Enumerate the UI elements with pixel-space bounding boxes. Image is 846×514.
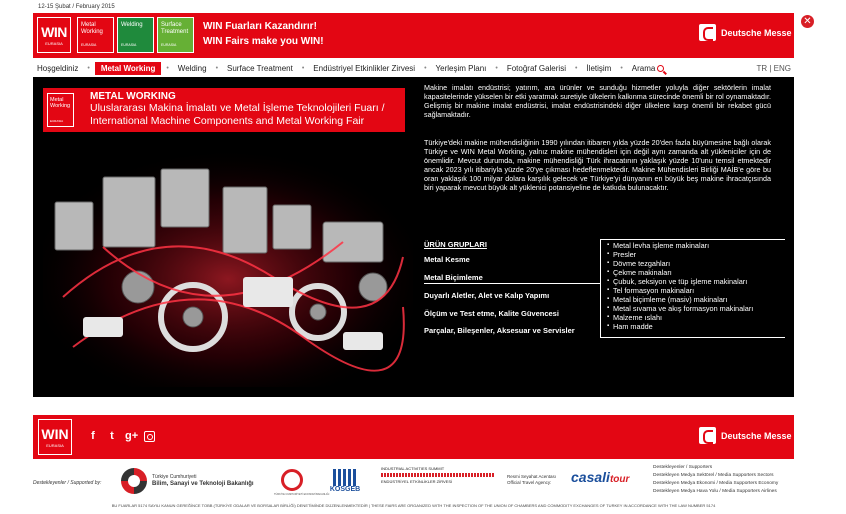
divider xyxy=(424,283,601,284)
travel-agency-label xyxy=(507,474,556,486)
tile-sub: EURASIA xyxy=(161,43,177,47)
summit-title-right: ENDÜSTRİYEL ETKİNLİKLER ZİRVESİ xyxy=(381,479,453,484)
nav-separator: • xyxy=(166,65,169,72)
nav-item-contact[interactable]: İletişim xyxy=(586,64,612,73)
supporter-line[interactable]: Destekleyen Medya Ekonomi / Media Supporters Economy xyxy=(653,481,779,486)
product-group-item[interactable]: Parçalar, Bileşenler, Aksesuar ve Servisler xyxy=(424,326,575,335)
tile-sub: EURASIA xyxy=(121,43,137,47)
deutsche-messe-icon xyxy=(699,24,716,41)
supported-by-label: Destekleyenler / Supported by: xyxy=(33,480,102,486)
economy-ministry-caption: TÜRKİYE CUMHURİYETİ EKONOMİ BAKANLIĞI xyxy=(274,493,330,496)
nav-item-hosgeldiniz[interactable]: Hoşgeldiniz xyxy=(37,64,79,73)
summit-logo[interactable] xyxy=(381,466,495,496)
subgroup-item: ▪ Dövme tezgahları xyxy=(607,259,785,268)
nav-separator: • xyxy=(215,65,219,72)
supporter-line[interactable]: Destekleyen Medya Sektörel / Media Supporters Sectors xyxy=(653,473,774,478)
travel-agency-en: Official Travel Agency: xyxy=(507,480,552,485)
product-group-item[interactable]: Ölçüm ve Test etme, Kalite Güvencesi xyxy=(424,309,559,318)
subgroup-item: ▪ Presler xyxy=(607,250,785,259)
ministry-gear-icon xyxy=(121,468,147,494)
legal-notice: BU FUARLAR 5174 SAYILI KANUN GEREĞİNCE TOBB (TÜRKİYE ODALAR VE BORSALAR BİRLİĞİ) DENETİMİNDE DÜZENLENMEKTEDİR | THESE FAIRS ARE ORGANIZED WITH THE INSPECTION OF THE UNION OF CHAMBERS AND COMMODITY EXCHANGES OF TURKEY IN ACCORDANCE WITH THE LAW NUMBER 5174 xyxy=(111,503,716,508)
deutsche-messe-logo[interactable] xyxy=(699,24,792,41)
language-switcher[interactable]: TR | ENG xyxy=(756,64,791,73)
tagline-en: WIN Fairs make you WIN! xyxy=(203,36,324,47)
kosgeb-label: KOSGEB xyxy=(329,486,361,493)
search-icon[interactable] xyxy=(657,65,664,72)
product-group-item[interactable]: Duyarlı Aletler, Alet ve Kalıp Yapımı xyxy=(424,291,550,300)
subgroup-item: ▪ Malzeme ıslahı xyxy=(607,313,785,322)
summit-bar xyxy=(381,473,495,477)
footer-banner xyxy=(33,415,794,459)
metal-working-logo xyxy=(47,93,74,127)
footer-win-logo[interactable] xyxy=(38,419,72,455)
nav-item-surface-treatment[interactable]: Surface Treatment xyxy=(227,64,293,73)
tagline xyxy=(203,19,324,49)
event-date: 12-15 Şubat / February 2015 xyxy=(38,4,115,10)
casali-tour-logo[interactable] xyxy=(571,469,629,485)
win-logo[interactable] xyxy=(37,17,71,53)
title-bar xyxy=(43,88,405,132)
subgroup-item: ▪ Metal sıvama ve akış formasyon makinaları xyxy=(607,304,785,313)
facebook-icon[interactable]: f xyxy=(91,430,95,442)
win-logo-text: WIN xyxy=(41,24,67,40)
nav-search[interactable] xyxy=(628,62,669,75)
nav-item-floor-plan[interactable]: Yerleşim Planı xyxy=(435,64,487,73)
nav-item-metal-working[interactable]: Metal Working xyxy=(95,62,162,75)
nav-item-welding[interactable]: Welding xyxy=(177,64,207,73)
casali-suffix: tour xyxy=(609,474,630,485)
tile-sub: EURASIA xyxy=(81,43,97,47)
instagram-icon[interactable] xyxy=(144,431,155,442)
logo-label: Metal Working xyxy=(50,97,71,109)
nav-item-summit[interactable]: Endüstriyel Etkinlikler Zirvesi xyxy=(313,64,416,73)
tagline-tr: WIN Fuarları Kazandırır! xyxy=(203,21,317,32)
nav-separator: • xyxy=(574,65,578,72)
machinery-illustration xyxy=(43,147,413,387)
twitter-icon[interactable]: t xyxy=(110,430,114,442)
economy-ministry-emblem-icon[interactable] xyxy=(281,469,303,491)
nav-separator: • xyxy=(495,65,498,72)
product-subgroup-list xyxy=(600,239,785,338)
subgroup-item: ▪ Metal levha işleme makinaları xyxy=(607,241,785,250)
product-group-item[interactable]: Metal Biçimleme xyxy=(424,273,483,282)
main-nav xyxy=(33,61,794,76)
supporter-line[interactable]: Destekleyenler / Supporters xyxy=(653,465,713,470)
tile-surface-treatment[interactable] xyxy=(157,17,194,53)
google-plus-icon[interactable]: g+ xyxy=(125,430,139,442)
summit-title-left: INDUSTRIAL ACTIVITIES SUMMIT xyxy=(381,466,445,471)
product-groups-heading: ÜRÜN GRUPLARI xyxy=(424,240,487,249)
nav-separator: • xyxy=(620,65,623,72)
kosgeb-logo[interactable] xyxy=(323,469,367,497)
win-logo-sub: EURASIA xyxy=(45,41,63,46)
footer-deutsche-messe-logo[interactable] xyxy=(699,427,792,444)
nav-separator: • xyxy=(301,65,305,72)
nav-separator: • xyxy=(424,65,427,72)
ministry-logo[interactable] xyxy=(121,468,254,494)
tile-label: Welding xyxy=(121,22,143,28)
page-subtitle: Uluslararası Makina İmalatı ve Metal İşleme Teknolojileri Fuarı / International Machine Components and Metal Working Fair xyxy=(90,102,385,127)
supporter-line[interactable]: Destekleyen Medya Hava Yolu / Media Supporters Airlines xyxy=(653,489,777,494)
ministry-line1: Türkiye Cumhuriyeti xyxy=(152,474,197,480)
logo-sub: EURASIA xyxy=(50,119,64,123)
win-logo-text: WIN xyxy=(41,426,69,442)
detail-paragraph: Türkiye'deki makine mühendisliğinin 1990 yılından itibaren yılda yüzde 20'den fazla büyümesine bağlı olarak Türkiye ve WIN Metal Working, yalnız makine mühendisleri için değil aynı zamanda alt yükleniciler için de önemlidir. Mevcut durumda, makine mühendisliği Türk ihracatının yaklaşık yüzde 10'unu temsil etmektedir ancak 2023 yılı itibariyla yüzde 20'ye çıkması hedeflenmektedir. Makine Mühendisleri Birliği MAİB'e göre bu oran yaklaşık 100 milyar dolara karşılık gelecek ve Türkiye'yi dünyanın en büyük beş makine ihracatçısında biri yaparak mevcut büyük alt yüklenici potansiyeline de katkıda bulunacaktır. xyxy=(424,138,771,192)
kosgeb-icon xyxy=(333,469,357,486)
media-supporters-list xyxy=(653,464,778,496)
header-banner xyxy=(33,13,794,58)
product-group-item[interactable]: Metal Kesme xyxy=(424,255,470,264)
win-logo-sub: EURASIA xyxy=(46,443,64,448)
sponsors-strip xyxy=(33,462,794,500)
tile-label: Metal Working xyxy=(81,22,103,35)
social-links xyxy=(87,430,155,442)
intro-paragraph: Makine imalatı endüstrisi; yatırım, ara ürünler ve sunduğu hizmetler yoluyla diğer sektörlerin imalat kapasitelerinde yükselen bir etki yaratmak suretiyle ülkelerin kalkınma sürecinde önemli bir rol oynamaktadır. Gelişmiş bir makine imalat endüstrisi, imalat endüstrisindeki diğer ülkelere karşı önemli bir rekabet gücü sağlamaktadır. xyxy=(424,83,771,119)
page-title: METAL WORKING xyxy=(90,91,176,102)
ministry-line2: Bilim, Sanayi ve Teknoloji Bakanlığı xyxy=(152,481,254,487)
subgroup-item: ▪ Ham madde xyxy=(607,322,785,331)
ministry-text xyxy=(152,474,254,488)
tile-welding[interactable] xyxy=(117,17,154,53)
subgroup-item: ▪ Metal biçimleme (masiv) makinaları xyxy=(607,295,785,304)
deutsche-messe-label: Deutsche Messe xyxy=(721,430,792,441)
close-icon[interactable]: ✕ xyxy=(801,15,814,28)
travel-agency-tr: Resmi Seyahat Acentası xyxy=(507,474,557,479)
nav-separator: • xyxy=(87,65,90,72)
search-label: Arama xyxy=(631,64,656,73)
deutsche-messe-icon xyxy=(699,427,716,444)
tile-metal-working[interactable] xyxy=(77,17,114,53)
casali-text: casali xyxy=(571,469,610,485)
main-content xyxy=(33,77,794,397)
deutsche-messe-label: Deutsche Messe xyxy=(721,27,792,38)
nav-item-photo-gallery[interactable]: Fotoğraf Galerisi xyxy=(506,64,566,73)
subgroup-item: ▪ Tel formasyon makinaları xyxy=(607,286,785,295)
subgroup-item: ▪ Çubuk, seksiyon ve tüp işleme makinaları xyxy=(607,277,785,286)
tile-label: Surface Treatment xyxy=(161,22,189,35)
subgroup-item: ▪ Çekme makinaları xyxy=(607,268,785,277)
